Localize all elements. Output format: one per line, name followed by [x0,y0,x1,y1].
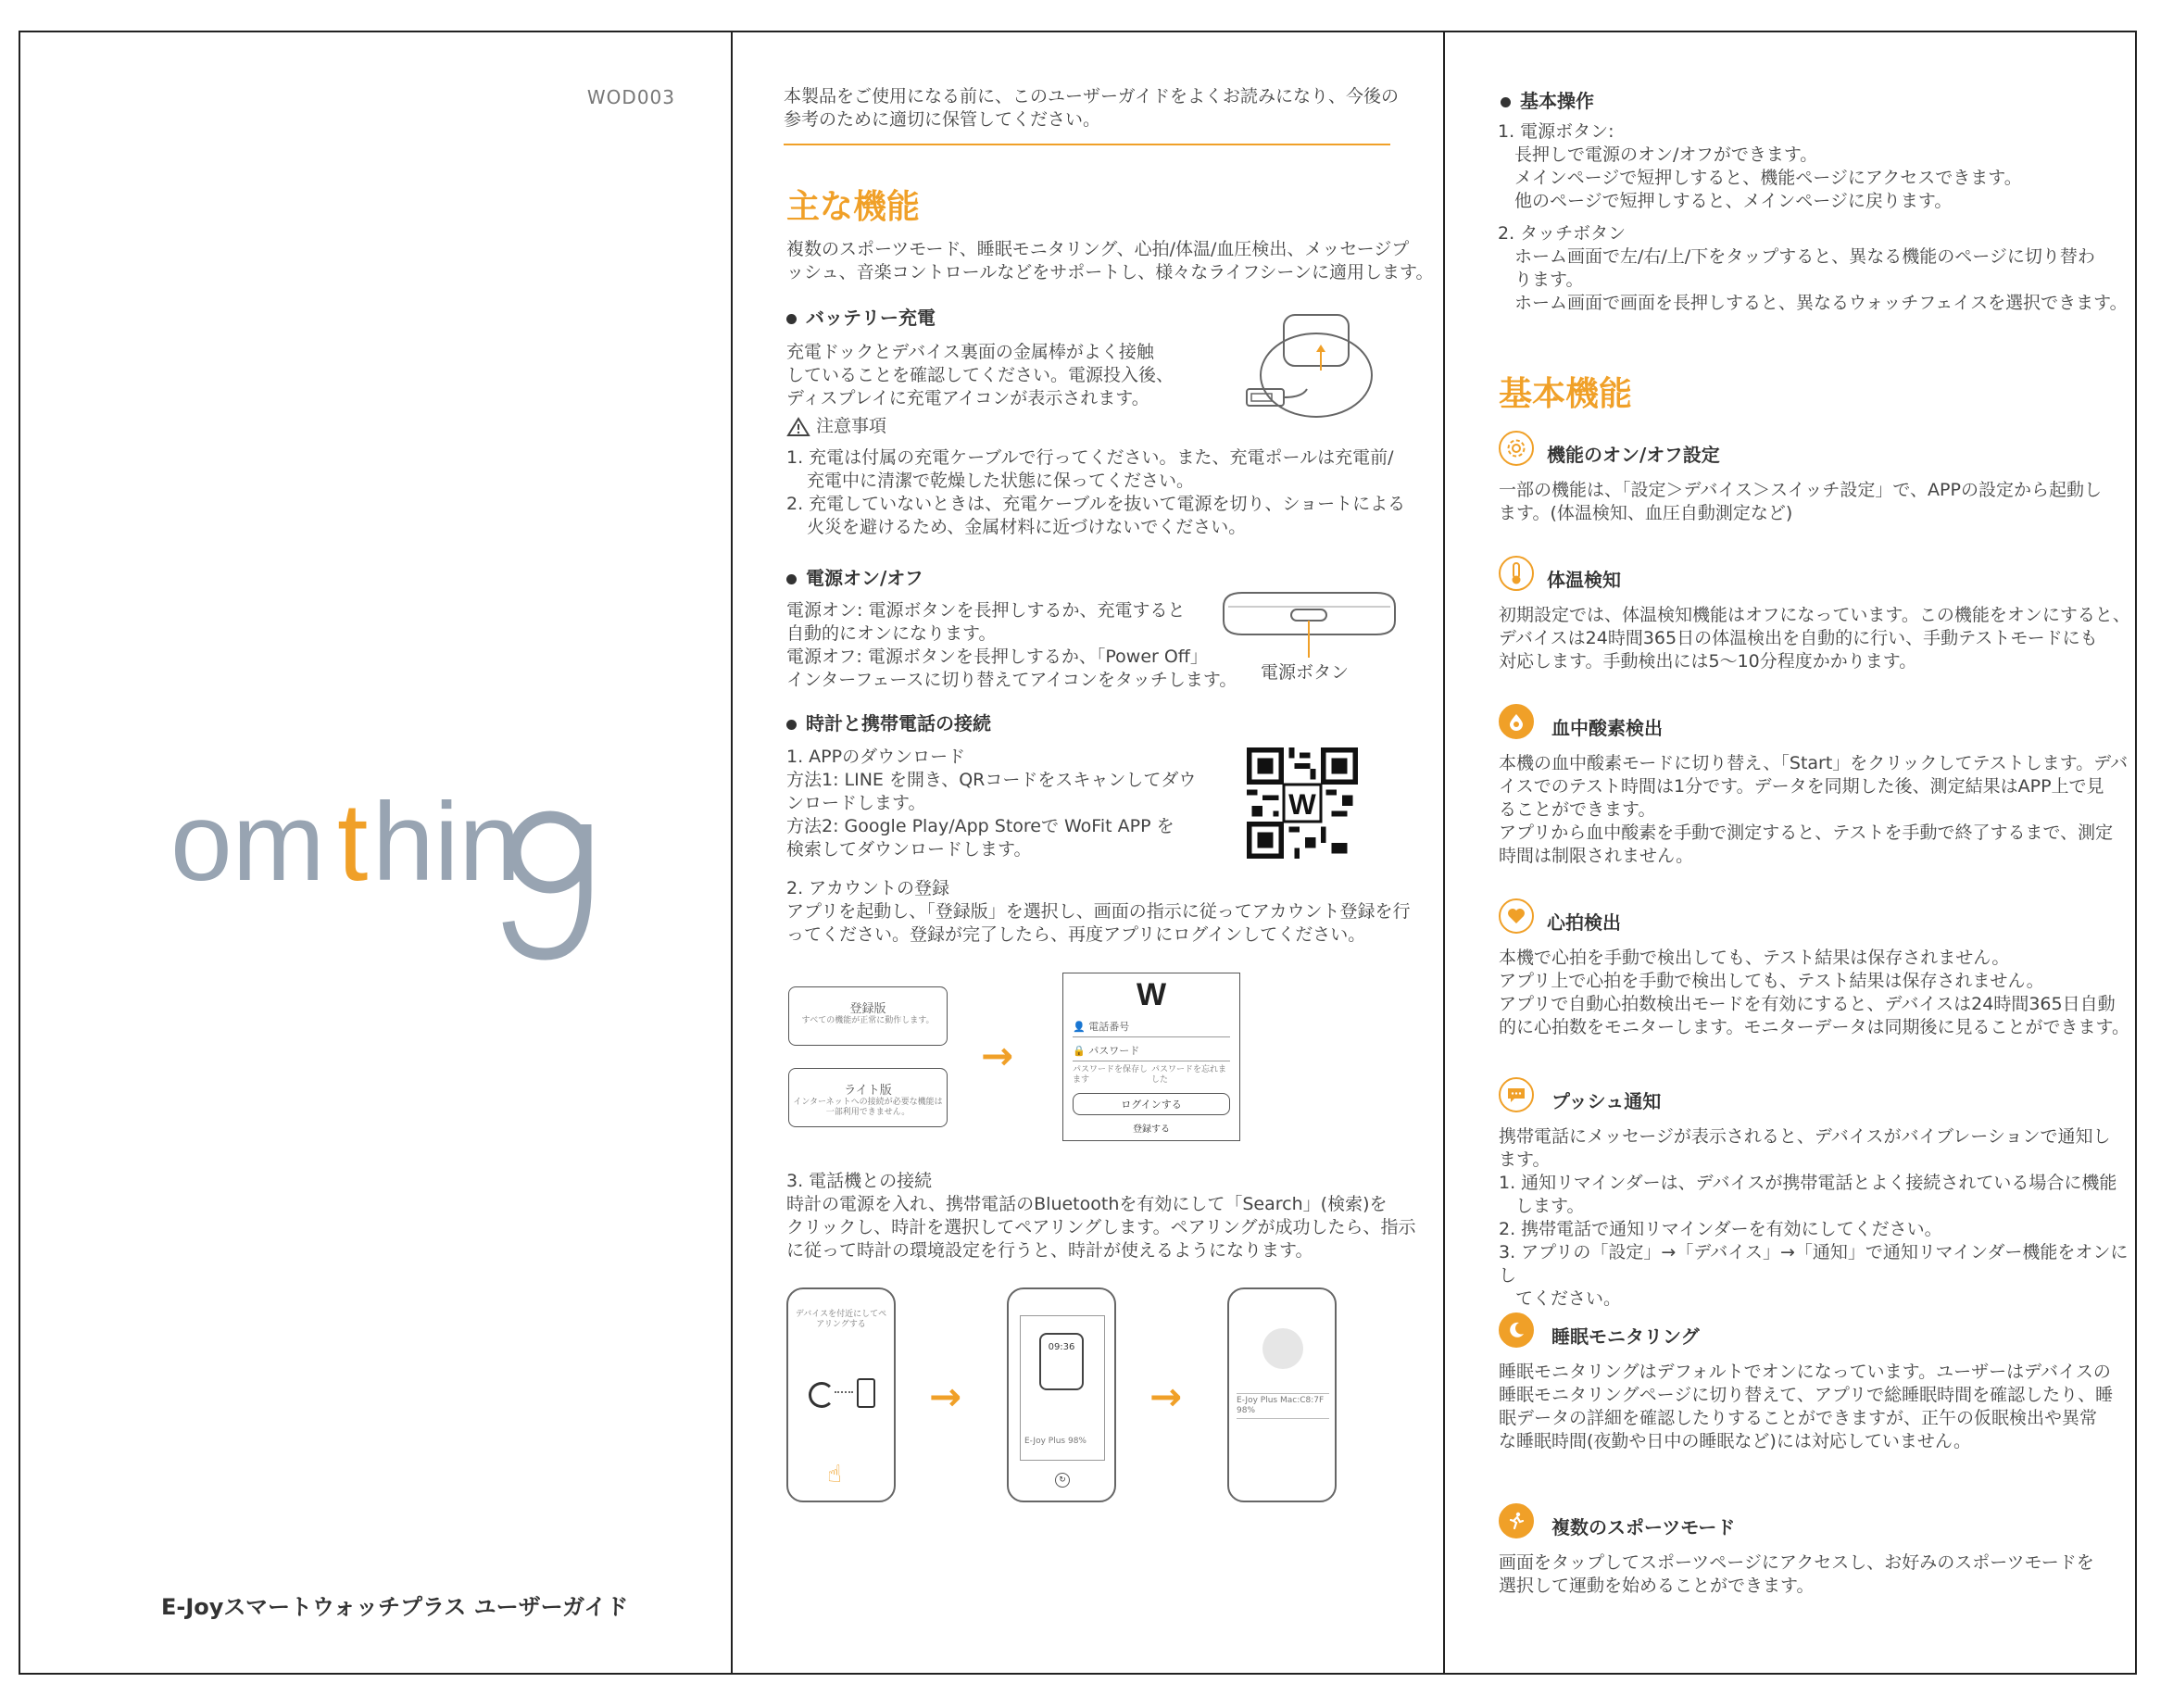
text-line: ることができます。 [1499,799,1656,820]
main-features-heading: 主な機能 [786,188,921,226]
bullet [1501,97,1511,107]
message-icon [1499,1077,1534,1112]
bullet [786,314,797,324]
text-line: ってください。登録が完了したら、再度アプリにログインしてください。 [786,924,1366,945]
basic-ops-power [1498,120,2022,213]
text-line: 睡眠モニタリングページに切り替えて、アプリで総睡眠時間を確認したり、睡 [1499,1385,2114,1405]
caution-list [786,446,1405,539]
heart-icon [1499,898,1534,934]
text-line: 画面をタップしてスポーツページにアクセスし、お好みのスポーツモードを [1499,1552,2094,1573]
password-field[interactable]: 🔒 パスワード [1073,1043,1230,1061]
option-title: 登録版 [849,1002,886,1016]
bullet [786,574,797,584]
brand-logo [170,769,615,973]
field-label: パスワード [1088,1045,1140,1057]
feature-text [1499,1361,2113,1453]
phone-mock-paired [1227,1287,1337,1502]
feature-title: 体温検知 [1547,569,1621,591]
device-battery: 98% [1237,1406,1256,1415]
blood-oxygen-icon [1499,704,1534,739]
text-line: てください。 [1515,1288,1622,1309]
divider [784,144,1390,145]
feature-title: 睡眠モニタリング [1551,1325,1700,1348]
text-line: 的に心拍数をモニターします。モニターデータは同期後に見ることができます。 [1499,1017,2129,1037]
power-button-caption: 電源ボタン [1261,662,1350,683]
text-line: 他のページで短押しすると、メインページに戻ります。 [1514,191,1953,211]
text-line: していることを確認してください。電源投入後、 [786,365,1174,385]
feature-title: 血中酸素検出 [1551,717,1663,739]
power-text [786,599,1237,692]
feature-title: 機能のオン/オフ設定 [1547,444,1720,466]
model-code: WOD003 [586,86,675,108]
tap-hand-icon: ☝ [827,1461,842,1488]
text-line: 1. 通知リマインダーは、デバイスが携帯電話とよく接続されている場合に機能 [1499,1173,2117,1193]
main-features-text [786,238,1433,284]
text-line: 電源オン: 電源ボタンを長押しするか、充電すると [786,600,1186,621]
caution-line: 1. 充電は付属の充電ケーブルで行ってください。また、充電ポールは充電前/ [786,447,1394,468]
feature-text [1499,1125,2135,1311]
text-line: に従って時計の環境設定を行うと、時計が使えるようになります。 [786,1240,1313,1261]
text-line: な睡眠時間(夜勤や日中の睡眠など)には対応していません。 [1499,1431,1971,1451]
text-line: アプリを起動し、「登録版」を選択し、画面の指示に従ってアカウント登録を行 [786,901,1411,922]
login-screen-mock [1062,973,1240,1141]
text-line: アプリで自動心拍数検出モードを有効にすると、デバイスは24時間365日自動 [1499,994,2116,1014]
option-desc: インターネットへの接続が必要な機能は一部利用できません。 [793,1098,943,1117]
text-line: 自動的にオンになります。 [786,623,997,644]
field-label: 電話番号 [1088,1021,1130,1033]
device-battery: 98% [1067,1437,1086,1446]
lite-version-option[interactable] [788,1068,948,1127]
basic-ops-touch [1498,222,2128,315]
intro-line: 本製品をご使用になる前に、このユーザーガイドをよくお読みになり、今後の [784,86,1400,107]
right-panel [1445,32,2135,1673]
caution-line: 火災を避けるため、金属材料に近づけないでください。 [807,517,1247,537]
text-line: 本機の血中酸素モードに切り替え、「Start」をクリックしてテストします。デバ [1499,753,2129,773]
phone-mock-select-device [1007,1287,1116,1502]
text-line: イスでのテスト時間は1分です。データを同期した後、測定結果はAPP上で見 [1499,776,2104,797]
feature-text [1499,752,2128,868]
moon-icon [1499,1312,1534,1348]
device-row[interactable] [1024,1437,1086,1447]
arrow-right-icon: → [929,1374,962,1419]
text-line: 携帯電話にメッセージが表示されると、デバイスがバイブレーションで通知し [1499,1126,2111,1147]
text-line: 方法1: LINE を開き、QRコードをスキャンしてダウ [786,770,1197,790]
phone-mock-pairing [786,1287,896,1502]
battery-heading-label: バッテリー充電 [806,307,936,329]
basic-ops-heading [1501,86,1594,113]
phone-number-field[interactable]: 👤 電話番号 [1073,1019,1230,1037]
text-line: 電源オフ: 電源ボタンを長押しするか、「Power Off」 [786,647,1208,667]
qr-code [1247,747,1358,859]
thermometer-icon [1499,556,1534,591]
text-line: ディスプレイに充電アイコンが表示されます。 [786,388,1149,408]
middle-panel [733,32,1443,1673]
caution-label: 注意事項 [816,416,887,436]
basic-ops-heading-label: 基本操作 [1520,90,1594,112]
battery-heading [786,303,936,330]
text-line: デバイスは24時間365日の体温検出を自動的に行い、手動テストモードにも [1499,628,2098,648]
text-line: 2. 携帯電話で通知リマインダーを有効にしてください。 [1499,1219,1942,1239]
arrow-right-icon: → [1149,1374,1183,1419]
text-line: ホーム画面で画面を長押しすると、異なるウォッチフェイスを選択できます。 [1514,293,2128,313]
text-line: 一部の機能は、「設定＞デバイス＞スイッチ設定」で、APPの設定から起動し [1499,480,2102,500]
device-name: E-Joy Plus [1024,1437,1066,1446]
watch-icon [1039,1333,1084,1390]
gear-icon [1499,431,1534,466]
text-line: 時間は制限されません。 [1499,846,1694,866]
registered-version-option[interactable] [788,986,948,1046]
brand-logo-text: om [170,780,325,904]
text-line: ます。 [1499,1149,1551,1170]
text-line: 初期設定では、体温検知機能はオフになっています。この機能をオンにすると、 [1499,605,2130,625]
feature-text [1499,479,2102,525]
phone-small-icon [857,1378,875,1408]
connect-heading [786,709,991,735]
text-line: 1. 電源ボタン: [1498,121,1614,142]
text-line: 検索してダウンロードします。 [786,839,1032,860]
text-line: ンロードします。 [786,793,926,813]
text-line: 睡眠モニタリングはデフォルトでオンになっています。ユーザーはデバイスの [1499,1362,2111,1382]
running-icon [1499,1503,1534,1538]
text-line: 2. アカウントの登録 [786,878,949,898]
text-line: ホーム画面で左/右/上/下をタップすると、異なる機能のページに切り替わ [1514,246,2095,267]
arrow-right-icon: → [981,1033,1014,1078]
device-card [1020,1315,1105,1461]
basic-functions-heading: 基本機能 [1499,375,1633,413]
feature-title: プッシュ通知 [1551,1090,1662,1112]
watch-avatar-icon [1262,1328,1303,1369]
power-heading [786,563,923,590]
device-name: E-Joy Plus [1237,1396,1278,1405]
paired-device-row [1237,1393,1329,1419]
text-line: 3. 電話機との接続 [786,1171,933,1191]
connect-step2 [786,877,1411,947]
intro-text [784,85,1399,132]
refresh-icon[interactable]: ↻ [1055,1473,1070,1488]
text-line: 長押しで電源のオン/オフができます。 [1514,144,1818,165]
caution-label-row [786,412,886,437]
guide-title: E-Joyスマートウォッチプラス ユーザーガイド [161,1594,629,1620]
text-line: 充電ドックとデバイス裏面の金属棒がよく接触 [786,342,1154,362]
text-line: ッシュ、音楽コントロールなどをサポートし、様々なライフシーンに適用します。 [786,262,1434,283]
text-line: ます。(体温検知、血圧自動測定など) [1499,503,1793,523]
text-line: 複数のスポーツモード、睡眠モニタリング、心拍/体温/血圧検出、メッセージプ [786,239,1410,259]
intro-line: 参考のために適切に保管してください。 [784,109,1101,130]
bullet [786,720,797,730]
option-title: ライト版 [844,1084,892,1098]
warning-icon [786,417,810,437]
feature-text [1499,1551,2094,1598]
text-line: 2. タッチボタン [1498,223,1627,244]
connect-step3 [786,1170,1415,1262]
battery-text [786,341,1174,410]
text-line: アプリ上で心拍を手動で検出しても、テスト結果は保存されません。 [1499,971,2044,991]
cover-panel [20,32,731,1673]
option-desc: すべての機能が正常に動作します。 [801,1016,935,1025]
power-heading-label: 電源オン/オフ [806,567,923,589]
remember-checkbox[interactable]: パスワードを保存します [1073,1065,1149,1085]
connect-heading-label: 時計と携帯電話の接続 [806,712,991,735]
watch-time: 09:36 [1048,1342,1075,1352]
qr-logo-letter: W [1288,788,1316,821]
text-line: クリックし、時計を選択してペアリングします。ペアリングが成功したら、指示 [786,1217,1416,1237]
feature-text [1499,604,2130,673]
login-button[interactable]: ログインする [1073,1093,1230,1115]
text-line: ります。 [1514,270,1584,290]
login-options-row [1073,1065,1230,1086]
text-line: 眠データの詳細を確認したりすることができますが、正午の仮眠検出や異常 [1499,1408,2098,1428]
feature-title: 複数のスポーツモード [1551,1516,1736,1538]
app-logo: W [1136,977,1167,1012]
caution-line: 2. 充電していないときは、充電ケーブルを抜いて電源を切り、ショートによる [786,494,1406,514]
text-line: アプリから血中酸素を手動で測定すると、テストを手動で終了するまで、測定 [1499,823,2114,843]
connect-step1 [786,746,1196,861]
forgot-password-link[interactable]: パスワードを忘れました [1151,1065,1227,1085]
brand-logo-hing: hin [372,780,521,904]
text-line: メインページで短押しすると、機能ページにアクセスできます。 [1514,168,2022,188]
feature-text [1499,947,2129,1039]
text-line: 選択して運動を始めることができます。 [1499,1576,1815,1596]
loading-spinner-icon [809,1382,835,1408]
text-line: インターフェースに切り替えてアイコンをタッチします。 [786,670,1237,690]
device-mac: Mac:C8:7F [1279,1396,1325,1405]
feature-title: 心拍検出 [1547,911,1621,934]
register-link[interactable]: 登録する [1133,1124,1170,1135]
text-line: 3. アプリの「設定」→「デバイス」→「通知」で通知リマインダー機能をオンにし [1499,1242,2129,1286]
text-line: 対応します。手動検出には5〜10分程度かかります。 [1499,651,1917,672]
caution-line: 充電中に清潔で乾燥した状態に保ってください。 [807,471,1195,491]
text-line: します。 [1515,1196,1585,1216]
text-line: 本機で心拍を手動で検出しても、テスト結果は保存されません。 [1499,948,2010,968]
phone-screen-text: デバイスを付近にしてペアリングする [795,1310,887,1329]
text-line: 方法2: Google Play/App Storeで WoFit APP を [786,816,1174,836]
connection-dots [835,1391,853,1393]
text-line: 時計の電源を入れ、携帯電話のBluetoothを有効にして「Search」(検索)を [786,1194,1388,1214]
charging-illustration [1242,306,1381,421]
text-line: 1. APPのダウンロード [786,747,966,767]
brand-logo-t: t [337,780,369,904]
